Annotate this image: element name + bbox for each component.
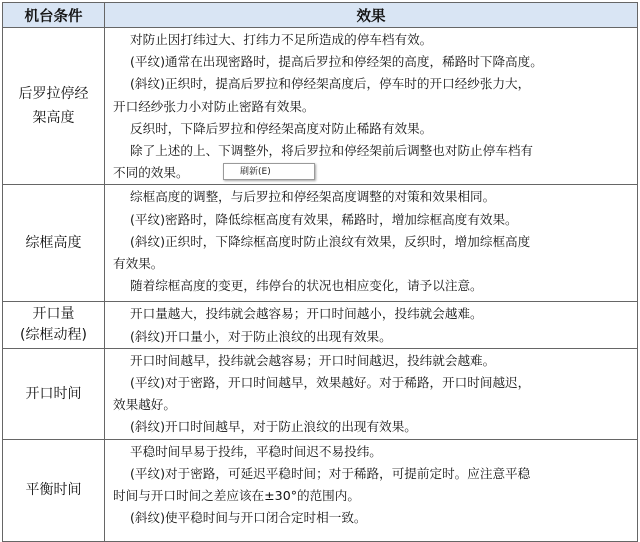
effect-cell: [105, 348, 638, 439]
condition-line: 开口量: [32, 306, 75, 323]
effect-line: (平纹)通常在出现密路时，提高后罗拉和停经架的高度，稀路时下降高度。: [130, 54, 543, 70]
effect-cell: [105, 185, 638, 302]
condition-line: 架高度: [32, 110, 75, 127]
effect-line: (平纹)对于密路，可延迟平稳时间；对于稀路，可提前定时。应注意平稳: [130, 466, 531, 482]
effect-line: (斜纹)开口时间越早，对于防止浪纹的出现有效果。: [130, 419, 417, 435]
condition-cell: [3, 28, 105, 185]
effect-line: 时间与开口时间之差应该在±30°的范围内。: [113, 488, 360, 504]
effect-line: (斜纹)开口量小，对于防止浪纹的出现有效果。: [130, 328, 392, 344]
effect-line: 开口经纱张力小对防止密路有效果。: [113, 98, 315, 114]
condition-cell: [3, 439, 105, 541]
condition-cell: [3, 185, 105, 302]
effect-line: (斜纹)正织时，提高后罗拉和停经架高度后，停车时的开口经纱张力大，: [130, 76, 531, 92]
table-header-row: [3, 3, 638, 28]
condition-line: 后罗拉停经: [18, 86, 89, 103]
condition-line: 开口时间: [25, 385, 82, 402]
effect-line: 除了上述的上、下调整外，将后罗拉和停经架前后调整也对防止停车档有: [130, 143, 533, 159]
table-row: [3, 302, 638, 348]
table-row: [3, 185, 638, 302]
effect-line: 有效果。: [113, 256, 164, 272]
effect-line: (平纹)密路时，降低综框高度有效果，稀路时，增加综框高度有效果。: [130, 211, 518, 227]
effect-line: 效果越好。: [113, 397, 176, 413]
effect-line: (斜纹)使平稳时间与开口闭合定时相一致。: [130, 510, 367, 526]
effect-line: 反织时，下降后罗拉和停经架高度对防止稀路有效果。: [130, 120, 433, 136]
effect-line: 对防止因打纬过大、打纬力不足所造成的停车档有效。: [130, 32, 433, 47]
header-effect: 效果: [105, 3, 638, 28]
effect-line: 开口量越大，投纬就会越容易；开口时间越小，投纬就会越难。: [130, 306, 483, 322]
table-row: [3, 348, 638, 439]
effect-line-wrap: [113, 162, 631, 184]
effect-line: 平稳时间早易于投纬，平稳时间迟不易投纬。: [130, 443, 382, 459]
table-row: [3, 28, 638, 185]
condition-line: 综框高度: [25, 235, 82, 252]
effect-line: (斜纹)正织时，下降综框高度时防止浪纹有效果，反织时，增加综框高度: [130, 233, 531, 249]
effect-line: 综框高度的调整，与后罗拉和停经架高度调整的对策和效果相同。: [130, 189, 496, 205]
table-row: [3, 439, 638, 541]
effect-cell: [105, 302, 638, 348]
effect-line: (平纹)对于密路，开口时间越早，效果越好。对于稀路，开口时间越迟，: [130, 375, 531, 391]
effect-line: 随着综框高度的变更，纬停台的状况也相应变化，请予以注意。: [130, 278, 483, 294]
condition-cell: [3, 302, 105, 348]
effect-line: 开口时间越早，投纬就会越容易；开口时间越迟，投纬就会越难。: [130, 352, 496, 368]
condition-line: 平衡时间: [25, 482, 82, 499]
condition-cell: [3, 348, 105, 439]
effect-line: 不同的效果。: [113, 165, 189, 181]
effect-cell: [105, 28, 638, 185]
effect-cell: [105, 439, 638, 541]
effects-table: [2, 2, 638, 542]
header-condition: 机台条件: [3, 3, 105, 28]
context-menu-refresh[interactable]: 刷新(E): [223, 163, 315, 180]
condition-line: (综框动程): [20, 327, 87, 344]
